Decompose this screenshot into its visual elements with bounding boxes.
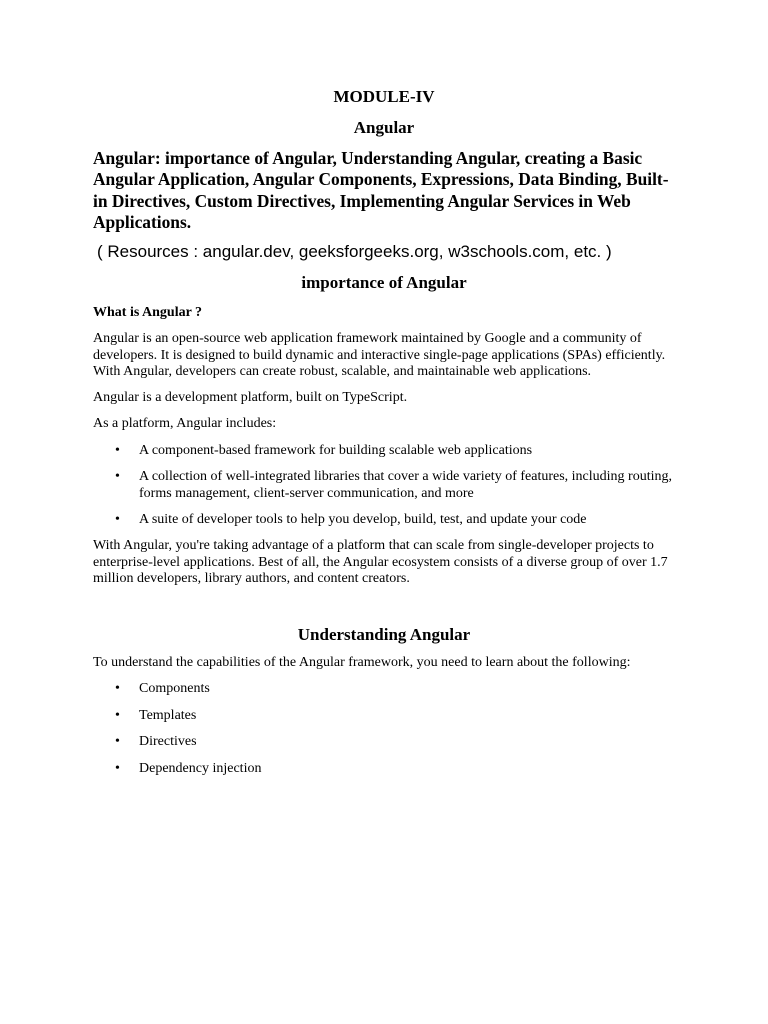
list-item bbox=[93, 708, 675, 725]
list-item bbox=[93, 443, 675, 460]
list-item-text: Components bbox=[139, 681, 210, 696]
bullet-icon: • bbox=[115, 707, 120, 723]
closing-paragraph: With Angular, you're taking advantage of a platform that can scale from single-developer projects to enterprise-level applications. Best of all, the Angular ecosystem consists of a diverse group of over 1.7 million developers, library authors, and content creators. bbox=[93, 538, 668, 587]
list-item-text: A suite of developer tools to help you develop, build, test, and update your code bbox=[139, 512, 587, 528]
includes-paragraph: As a platform, Angular includes: bbox=[93, 416, 277, 431]
list-item-text: Dependency injection bbox=[139, 760, 262, 776]
bullet-icon: • bbox=[115, 734, 120, 749]
list-item bbox=[93, 761, 675, 778]
understanding-heading: Understanding Angular bbox=[297, 625, 471, 644]
list-item bbox=[93, 469, 675, 502]
includes-list bbox=[93, 443, 675, 529]
understanding-list bbox=[93, 681, 675, 777]
list-item-text: Directives bbox=[139, 734, 197, 749]
bullet-icon: • bbox=[115, 443, 120, 458]
bullet-icon: • bbox=[115, 469, 120, 485]
subject-title: Angular bbox=[353, 118, 415, 137]
platform-paragraph: Angular is a development platform, built on TypeScript. bbox=[93, 390, 408, 405]
understanding-intro: To understand the capabilities of the Angular framework, you need to learn about the following: bbox=[93, 655, 631, 670]
module-title: MODULE-IV bbox=[333, 87, 435, 106]
list-item-text: A collection of well-integrated libraries that cover a wide variety of features, including routing, forms management, client-server communication, and more bbox=[139, 469, 672, 501]
importance-heading: importance of Angular bbox=[301, 273, 467, 292]
list-item bbox=[93, 512, 675, 529]
list-item bbox=[93, 734, 675, 751]
bullet-icon: • bbox=[115, 760, 120, 776]
intro-paragraph: Angular is an open-source web application framework maintained by Google and a community of developers. It is designed to build dynamic and interactive single-page applications (SPAs) efficiently. With Angular, developers can create robust, scalable, and maintainable web applications. bbox=[93, 331, 666, 380]
list-item-text: A component-based framework for building scalable web applications bbox=[139, 443, 533, 458]
topics-heading: Angular: importance of Angular, Understanding Angular, creating a Basic Angular Application, Angular Components, Expressions, Data Binding, Built-in Directives, Custom Directives, Implementing Angular Services in Web Applications. bbox=[93, 148, 669, 232]
bullet-icon: • bbox=[115, 681, 120, 696]
resources-line: ( Resources : angular.dev, geeksforgeeks.org, w3schools.com, etc. ) bbox=[97, 242, 612, 261]
what-is-angular-heading: What is Angular ? bbox=[93, 305, 203, 320]
bullet-icon: • bbox=[115, 512, 120, 528]
list-item bbox=[93, 681, 675, 698]
list-item-text: Templates bbox=[139, 707, 197, 723]
